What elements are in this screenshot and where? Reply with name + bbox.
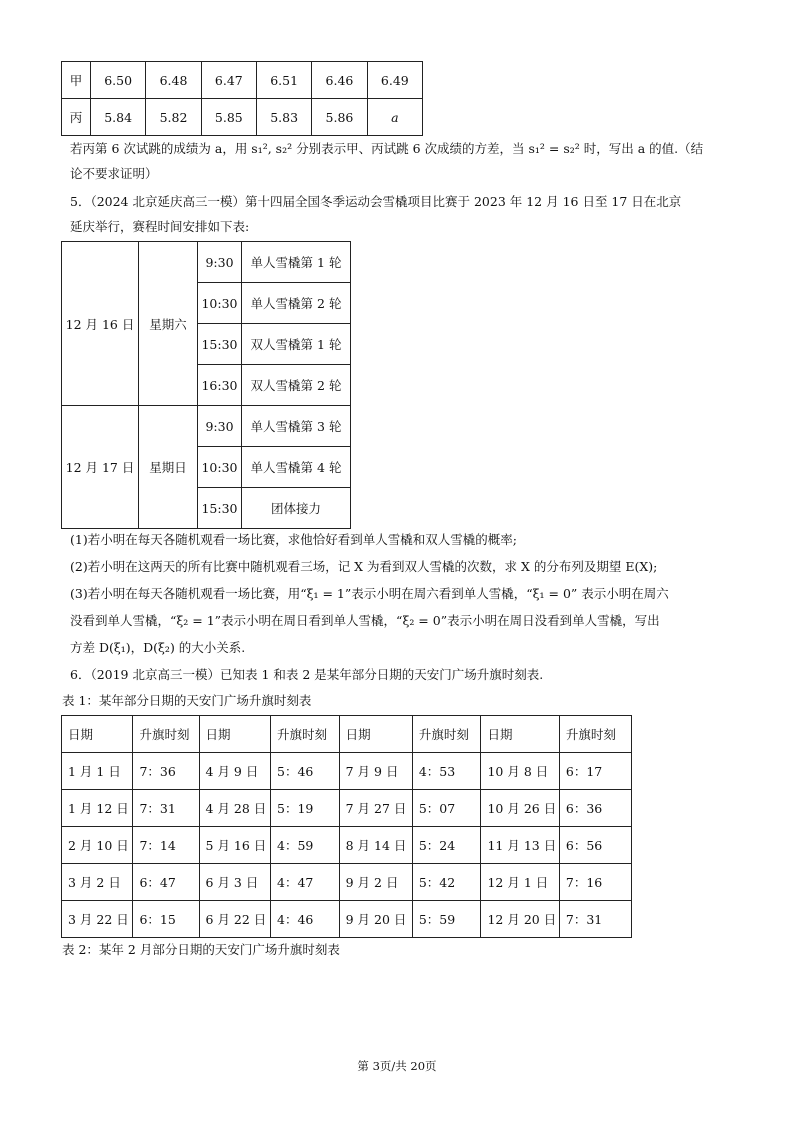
flag-row bbox=[62, 864, 632, 901]
flag-cell: 7：14 bbox=[133, 827, 199, 864]
flag-cell: 4：46 bbox=[271, 901, 340, 938]
flag-header-cell: 升旗时刻 bbox=[559, 716, 631, 753]
flag-row bbox=[62, 753, 632, 790]
flag-cell: 4：53 bbox=[412, 753, 481, 790]
schedule-time: 15:30 bbox=[198, 324, 242, 365]
flag-cell: 6：56 bbox=[559, 827, 631, 864]
flag-cell: 6：17 bbox=[559, 753, 631, 790]
schedule-event: 单人雪橇第 4 轮 bbox=[242, 447, 351, 488]
q5-line1: 5．（2024 北京延庆高三一模）第十四届全国冬季运动会雪橇项目比赛于 2023 年 12 月 16 日至 17 日在北京 bbox=[70, 194, 682, 209]
flag-cell: 4 月 9 日 bbox=[199, 753, 270, 790]
flag-cell: 5：59 bbox=[412, 901, 481, 938]
flag-cell: 1 月 1 日 bbox=[62, 753, 133, 790]
schedule-row bbox=[62, 242, 351, 283]
score-table bbox=[61, 61, 423, 136]
q5-line2: 延庆举行，赛程时间安排如下表: bbox=[70, 219, 250, 234]
q4-line2: 论不要求证明） bbox=[70, 166, 158, 181]
q5-part3-line3: 方差 D(ξ₁)，D(ξ₂) 的大小关系. bbox=[70, 640, 246, 655]
q4-line1: 若丙第 6 次试跳的成绩为 a，用 s₁², s₂² 分别表示甲、丙试跳 6 次成绩的方差，当 s₁² = s₂² 时，写出 a 的值.（结 bbox=[70, 141, 704, 156]
page-footer: 第 3页/共 20页 bbox=[357, 1059, 437, 1073]
schedule-event: 双人雪橇第 2 轮 bbox=[242, 365, 351, 406]
flag-cell: 5：42 bbox=[412, 864, 481, 901]
schedule-row bbox=[62, 406, 351, 447]
score-cell: 5.85 bbox=[201, 99, 256, 136]
q5-part2: (2)若小明在这两天的所有比赛中随机观看三场，记 X 为看到双人雪橇的次数，求 X 的分布列及期望 E(X); bbox=[70, 559, 658, 574]
flag-header-row bbox=[62, 716, 632, 753]
score-cell: 6.48 bbox=[146, 62, 201, 99]
flag-cell: 11 月 13 日 bbox=[481, 827, 559, 864]
schedule-event: 单人雪橇第 3 轮 bbox=[242, 406, 351, 447]
flag-cell: 6：47 bbox=[133, 864, 199, 901]
flag-row bbox=[62, 790, 632, 827]
flag-cell: 5：24 bbox=[412, 827, 481, 864]
flag-header-cell: 日期 bbox=[339, 716, 412, 753]
table2-caption: 表 2：某年 2 月部分日期的天安门广场升旗时刻表 bbox=[62, 942, 340, 957]
score-cell: 6.47 bbox=[201, 62, 256, 99]
score-cell: a bbox=[367, 99, 422, 136]
flag-cell: 7：16 bbox=[559, 864, 631, 901]
table1-caption: 表 1：某年部分日期的天安门广场升旗时刻表 bbox=[62, 693, 312, 708]
flag-cell: 3 月 2 日 bbox=[62, 864, 133, 901]
schedule-time: 9:30 bbox=[198, 406, 242, 447]
schedule-time: 9:30 bbox=[198, 242, 242, 283]
flag-cell: 4：47 bbox=[271, 864, 340, 901]
flag-cell: 6：36 bbox=[559, 790, 631, 827]
schedule-event: 单人雪橇第 1 轮 bbox=[242, 242, 351, 283]
flag-cell: 9 月 2 日 bbox=[339, 864, 412, 901]
score-row bbox=[62, 62, 423, 99]
flag-row bbox=[62, 901, 632, 938]
flag-table bbox=[61, 715, 632, 938]
schedule-time: 16:30 bbox=[198, 365, 242, 406]
flag-cell: 1 月 12 日 bbox=[62, 790, 133, 827]
flag-cell: 7：36 bbox=[133, 753, 199, 790]
flag-cell: 7：31 bbox=[559, 901, 631, 938]
flag-cell: 4：59 bbox=[271, 827, 340, 864]
schedule-date: 12 月 17 日 bbox=[62, 406, 139, 529]
schedule-time: 15:30 bbox=[198, 488, 242, 529]
flag-cell: 5 月 16 日 bbox=[199, 827, 270, 864]
schedule-table bbox=[61, 241, 351, 529]
score-cell: 5.82 bbox=[146, 99, 201, 136]
score-row-label: 丙 bbox=[62, 99, 91, 136]
flag-cell: 6 月 22 日 bbox=[199, 901, 270, 938]
flag-cell: 9 月 20 日 bbox=[339, 901, 412, 938]
flag-header-cell: 升旗时刻 bbox=[412, 716, 481, 753]
score-row bbox=[62, 99, 423, 136]
score-cell: 6.51 bbox=[256, 62, 311, 99]
flag-cell: 12 月 1 日 bbox=[481, 864, 559, 901]
flag-row bbox=[62, 827, 632, 864]
score-cell: 6.50 bbox=[91, 62, 146, 99]
flag-cell: 10 月 26 日 bbox=[481, 790, 559, 827]
schedule-weekday: 星期六 bbox=[139, 242, 198, 406]
schedule-time: 10:30 bbox=[198, 283, 242, 324]
q6-line1: 6．（2019 北京高三一模）已知表 1 和表 2 是某年部分日期的天安门广场升旗时刻表. bbox=[70, 667, 544, 682]
flag-cell: 7 月 9 日 bbox=[339, 753, 412, 790]
schedule-date: 12 月 16 日 bbox=[62, 242, 139, 406]
flag-header-cell: 日期 bbox=[199, 716, 270, 753]
score-cell: 5.83 bbox=[256, 99, 311, 136]
flag-header-cell: 升旗时刻 bbox=[271, 716, 340, 753]
q5-part3-line2: 没看到单人雪橇，“ξ₂ = 1”表示小明在周日看到单人雪橇，“ξ₂ = 0”表示小明在周日没看到单人雪橇，写出 bbox=[70, 613, 660, 628]
score-row-label: 甲 bbox=[62, 62, 91, 99]
schedule-event: 双人雪橇第 1 轮 bbox=[242, 324, 351, 365]
flag-cell: 4 月 28 日 bbox=[199, 790, 270, 827]
flag-header-cell: 日期 bbox=[481, 716, 559, 753]
flag-cell: 5：46 bbox=[271, 753, 340, 790]
flag-cell: 8 月 14 日 bbox=[339, 827, 412, 864]
score-cell: 6.46 bbox=[312, 62, 367, 99]
score-cell: 5.84 bbox=[91, 99, 146, 136]
score-cell: 6.49 bbox=[367, 62, 422, 99]
schedule-event: 团体接力 bbox=[242, 488, 351, 529]
flag-cell: 7：31 bbox=[133, 790, 199, 827]
q5-part1: (1)若小明在每天各随机观看一场比赛，求他恰好看到单人雪橇和双人雪橇的概率; bbox=[70, 532, 517, 547]
flag-cell: 6 月 3 日 bbox=[199, 864, 270, 901]
flag-header-cell: 升旗时刻 bbox=[133, 716, 199, 753]
q5-part3-line1: (3)若小明在每天各随机观看一场比赛，用“ξ₁ = 1”表示小明在周六看到单人雪橇，“ξ₁ = 0” 表示小明在周六 bbox=[70, 586, 669, 601]
flag-cell: 5：07 bbox=[412, 790, 481, 827]
flag-cell: 6：15 bbox=[133, 901, 199, 938]
flag-cell: 12 月 20 日 bbox=[481, 901, 559, 938]
schedule-event: 单人雪橇第 2 轮 bbox=[242, 283, 351, 324]
flag-cell: 10 月 8 日 bbox=[481, 753, 559, 790]
flag-cell: 3 月 22 日 bbox=[62, 901, 133, 938]
flag-header-cell: 日期 bbox=[62, 716, 133, 753]
flag-cell: 5：19 bbox=[271, 790, 340, 827]
flag-cell: 7 月 27 日 bbox=[339, 790, 412, 827]
score-cell: 5.86 bbox=[312, 99, 367, 136]
schedule-time: 10:30 bbox=[198, 447, 242, 488]
flag-cell: 2 月 10 日 bbox=[62, 827, 133, 864]
schedule-weekday: 星期日 bbox=[139, 406, 198, 529]
